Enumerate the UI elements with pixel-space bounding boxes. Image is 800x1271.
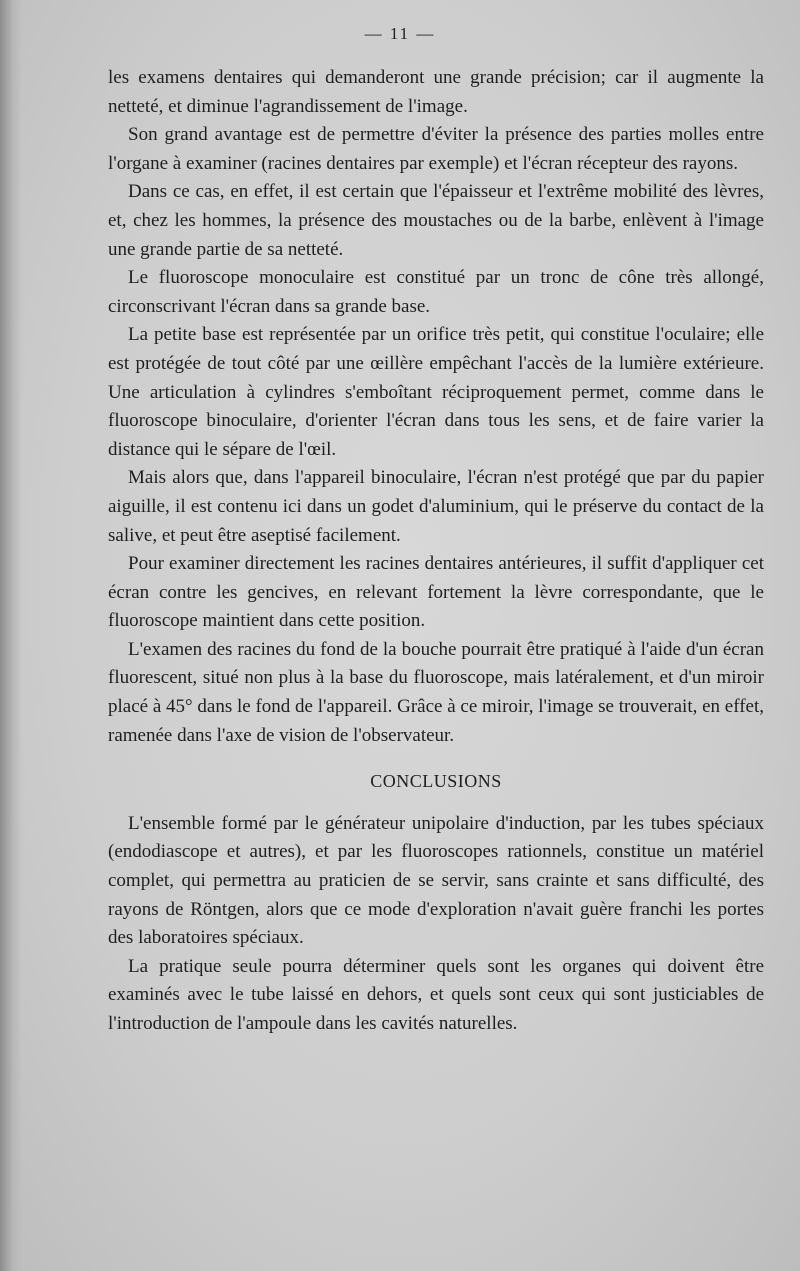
paragraph: Pour examiner directement les racines dentaires antérieures, il suffit d'appliquer cet écran contre les gencives, en relevant fortement la lèvre correspondante, que le fluoroscope maintient dans cette position.: [108, 553, 764, 632]
paragraph: La pratique seule pourra déterminer quels sont les organes qui doivent être examinés avec le tube laissé en dehors, et quels sont ceux qui sont justiciables de l'introduction de l'ampoule dans les cavités naturelles.: [108, 955, 764, 1034]
body-text: [108, 64, 764, 1039]
paragraph: L'examen des racines du fond de la bouche pourrait être pratiqué à l'aide d'un écran fluorescent, situé non plus à la base du fluoroscope, mais latéralement, et d'un miroir placé à 45° dans le fond de l'appareil. Grâce à ce miroir, l'image se trouverait, en effet, ramenée dans l'axe de vision de l'observateur.: [108, 638, 764, 746]
page-gutter-shadow: [0, 0, 22, 1271]
paragraph: Son grand avantage est de permettre d'éviter la présence des parties molles entre l'organe à examiner (racines dentaires par exemple) et l'écran récepteur des rayons.: [108, 124, 764, 174]
paragraph: La petite base est représentée par un orifice très petit, qui constitue l'oculaire; elle est protégée de tout côté par une œillère empêchant l'accès de la lumière extérieure. Une articulation à cylindres s'emboîtant réciproquement permet, comme dans le fluoroscope binoculaire, d'orienter l'écran dans tous les sens, et de faire varier la distance qui le sépare de l'œil.: [108, 324, 764, 460]
paragraph: L'ensemble formé par le générateur unipolaire d'induction, par les tubes spéciaux (endodiascope et autres), et par les fluoroscopes rationnels, constitue un matériel complet, qui permettra au praticien de se servir, sans crainte et sans difficulté, des rayons de Röntgen, alors que ce mode d'exploration n'avait guère franchi les portes des laboratoires spéciaux.: [108, 812, 764, 949]
paragraph: les examens dentaires qui demanderont une grande précision; car il augmente la netteté, et diminue l'agrandissement de l'image.: [108, 67, 764, 117]
page-number: — 11 —: [364, 24, 436, 43]
paragraph: Mais alors que, dans l'appareil binoculaire, l'écran n'est protégé que par du papier aiguille, il est contenu ici dans un godet d'aluminium, qui le préserve du contact de la salive, et peut être aseptisé facilement.: [108, 467, 764, 546]
paragraph: Dans ce cas, en effet, il est certain que l'épaisseur et l'extrême mobilité des lèvres, et, chez les hommes, la présence des moustaches ou de la barbe, enlèvent à l'image une grande partie de sa netteté.: [108, 181, 764, 260]
paragraph: Le fluoroscope monoculaire est constitué par un tronc de cône très allongé, circonscrivant l'écran dans sa grande base.: [108, 267, 764, 317]
section-heading: CONCLUSIONS: [370, 771, 502, 792]
